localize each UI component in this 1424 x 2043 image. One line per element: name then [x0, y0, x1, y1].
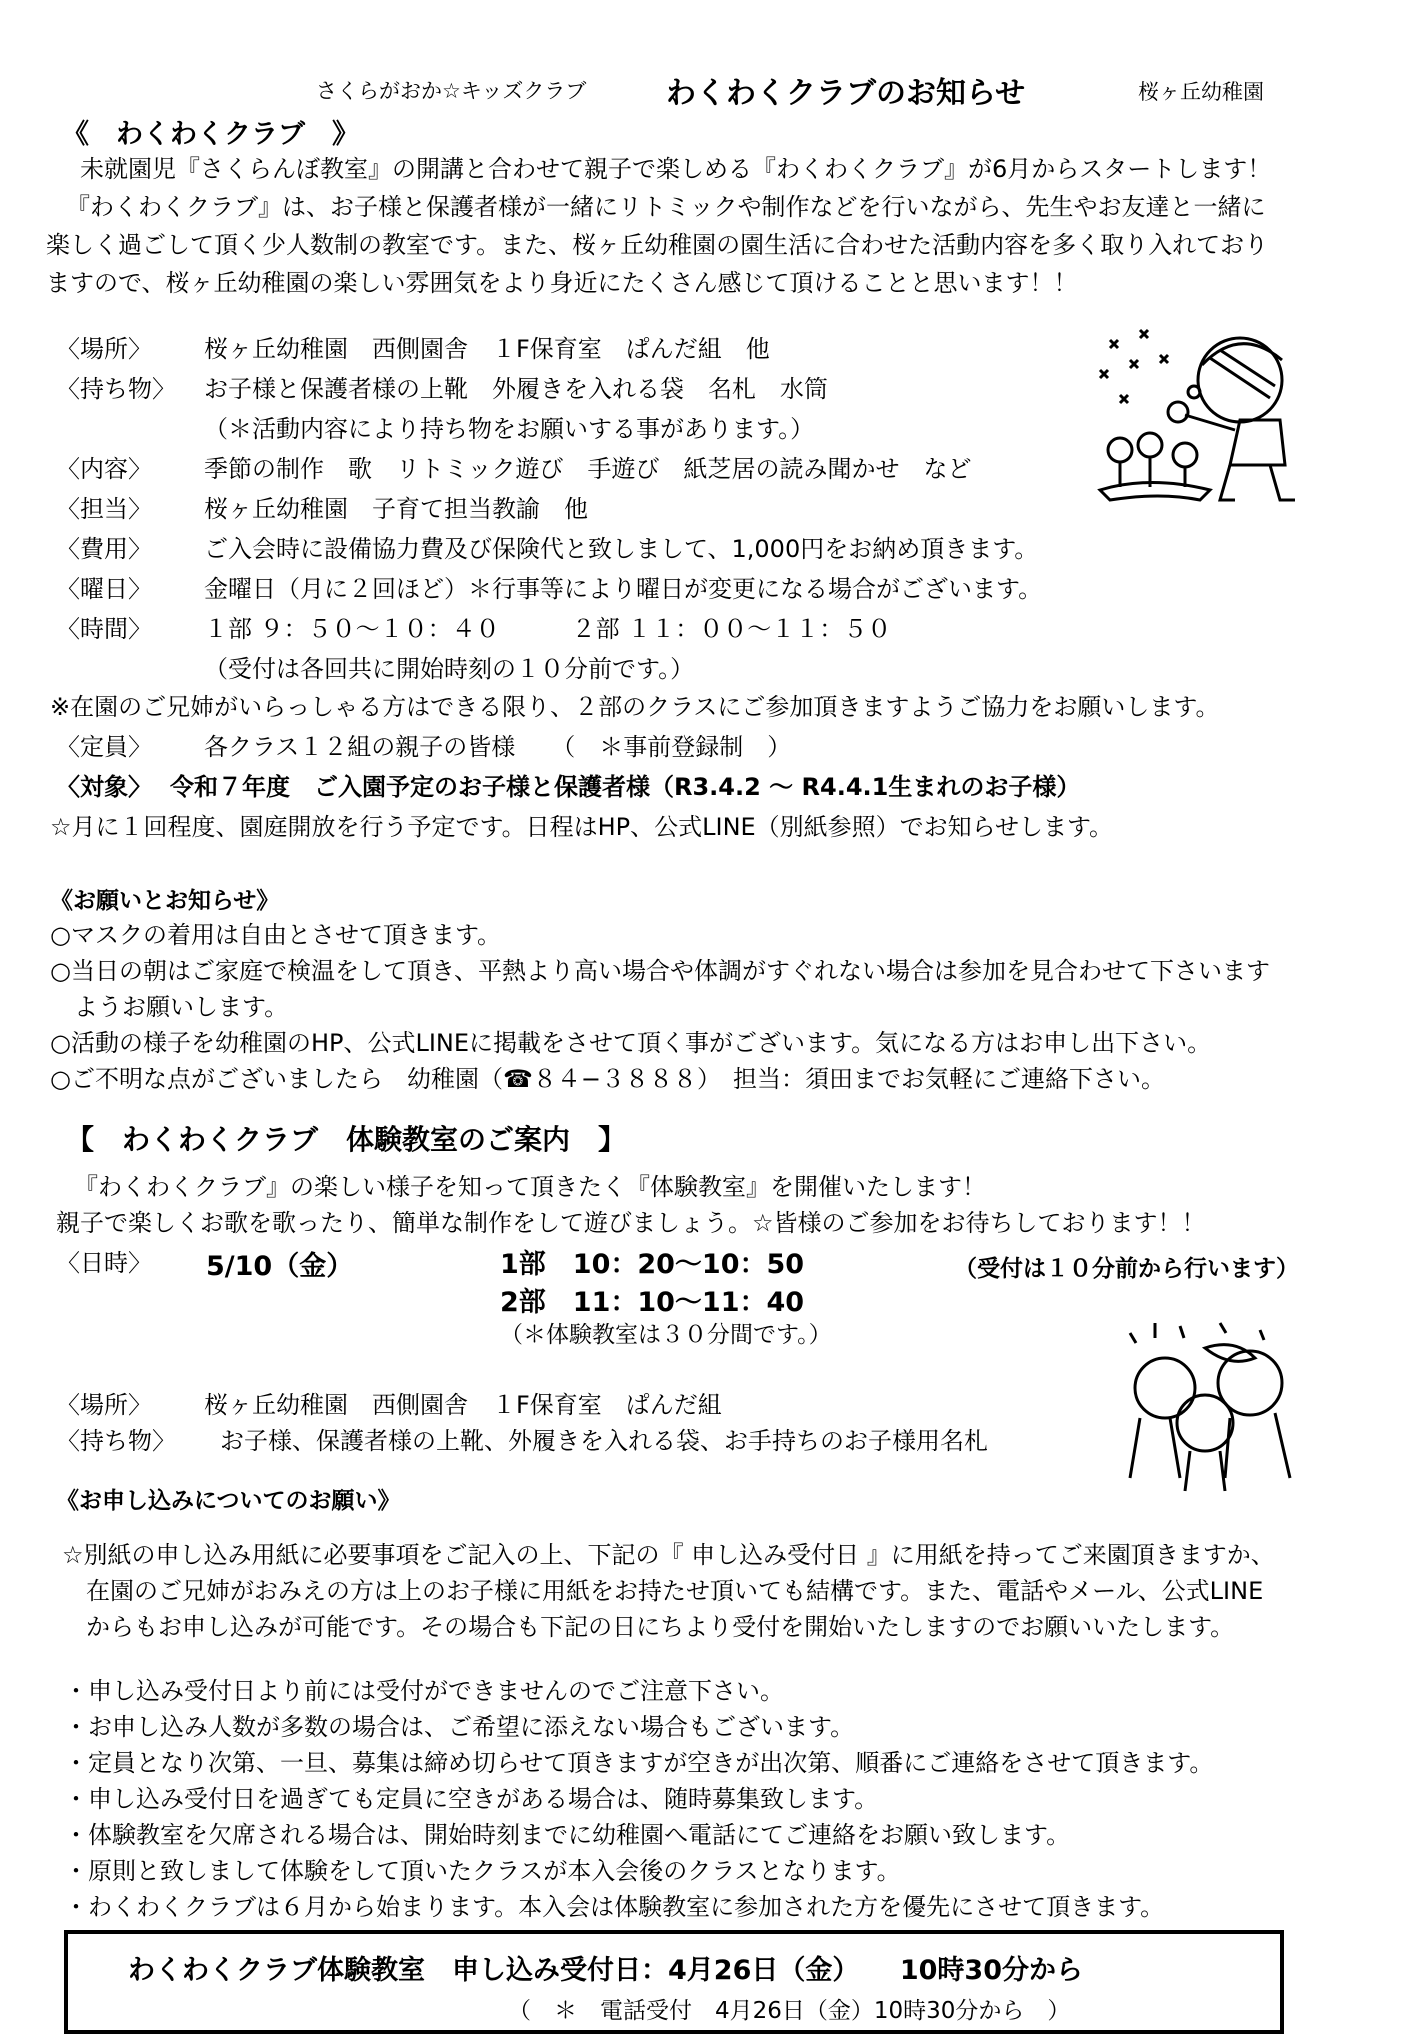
notice-item-1: ○マスクの着用は自由とさせて頂きます。	[50, 921, 502, 949]
notice-item-3: ○活動の様子を幼稚園のHP、公式LINEに掲載をさせて頂く事がございます。気になる方はお申し出下さい。	[50, 1029, 1212, 1057]
application-bullet-7: ・わくわくクラブは６月から始まります。本入会は体験教室に参加された方を優先にさせて頂きます。	[64, 1893, 1165, 1921]
hat-stripes	[1210, 350, 1275, 398]
club-name: さくらがおか☆キッズクラブ	[316, 79, 587, 103]
info-label-staff: 〈担当〉	[56, 495, 152, 523]
application-bullet-4: ・申し込み受付日を過ぎても定員に空きがある場合は、随時募集致します。	[64, 1785, 879, 1813]
application-bullet-3: ・定員となり次第、一旦、募集は締め切らせて頂きますが空きが出次第、順番にご連絡をさせて頂きます。	[64, 1749, 1214, 1777]
school-name: 桜ヶ丘幼稚園	[1138, 80, 1264, 104]
info-value-day: 金曜日（月に２回ほど）＊行事等により曜日が変更になる場合がございます。	[204, 575, 1043, 603]
info-value-capacity: 各クラス１２組の親子の皆様 （ ＊事前登録制 ）	[204, 733, 792, 761]
info-value-time-note: （受付は各回共に開始時刻の１０分前です。）	[204, 655, 695, 683]
trial-intro-1: 『わくわくクラブ』の楽しい様子を知って頂きたく『体験教室』を開催いたします！	[74, 1173, 986, 1201]
child-face-3	[1177, 1395, 1233, 1451]
child-blowing-dandelion-illustration	[1090, 320, 1350, 520]
notices-heading: 《お願いとお知らせ》	[50, 888, 280, 914]
info-value-place: 桜ヶ丘幼稚園 西側園舎 １F保育室 ぱんだ組 他	[204, 335, 770, 363]
intro-line-3: 楽しく過ごして頂く少人数制の教室です。また、桜ヶ丘幼稚園の園生活に合わせた活動内容を多く取り入れており	[46, 231, 1269, 259]
info-value-belongings-note: （＊活動内容により持ち物をお願いする事があります。）	[204, 415, 815, 443]
info-label-belongings: 〈持ち物〉	[56, 375, 176, 403]
footer-line-2: （ ＊ 電話受付 4月26日（金）10時30分から ）	[508, 1998, 1071, 2024]
section-heading-wakuwaku: 《 わくわくクラブ 》	[62, 119, 359, 150]
child-body	[1230, 420, 1285, 465]
footer-line-1: わくわくクラブ体験教室 申し込み受付日：4月26日（金） 10時30分から	[128, 1955, 1084, 1986]
application-bullet-2: ・お申し込み人数が多数の場合は、ご希望に添えない場合もございます。	[64, 1713, 855, 1741]
info-label-day: 〈曜日〉	[56, 575, 152, 603]
info-label-time: 〈時間〉	[56, 615, 152, 643]
child-legs	[1220, 465, 1295, 500]
application-paragraph-3: からもお申し込みが可能です。その場合も下記の日にちより受付を開始いたしますのでお願いいたします。	[86, 1613, 1235, 1641]
application-paragraph-2: 在園のご兄姉がおみえの方は上のお子様に用紙をお持たせ頂いても結構です。また、電話やメール、公式LINE	[86, 1577, 1264, 1605]
child-face-1	[1135, 1358, 1195, 1418]
sibling-note: ※在園のご兄姉がいらっしゃる方はできる限り、２部のクラスにご参加頂きますようご協力をお願いします。	[50, 693, 1220, 721]
application-heading: 《お申し込みについてのお願い》	[56, 1488, 401, 1514]
trial-date-label: 〈日時〉	[56, 1249, 152, 1277]
application-bullet-5: ・体験教室を欠席される場合は、開始時刻までに幼稚園へ電話にてご連絡をお願い致します。	[64, 1821, 1071, 1849]
garden-note: ☆月に１回程度、園庭開放を行う予定です。日程はHP、公式LINE（別紙参照）でお知らせします。	[50, 813, 1114, 841]
trial-items-value: お子様、保護者様の上靴、外履きを入れる袋、お手持ちのお子様用名札	[220, 1427, 988, 1455]
trial-duration-note: （＊体験教室は３０分間です。）	[500, 1322, 832, 1348]
info-value-target: 令和７年度 ご入園予定のお子様と保護者様（R3.4.2 〜 R4.4.1生まれのお子様）	[170, 773, 1081, 801]
application-bullet-1: ・申し込み受付日より前には受付ができませんのでご注意下さい。	[64, 1677, 784, 1705]
sparkle-icon	[1100, 330, 1168, 403]
trial-heading: 【 わくわくクラブ 体験教室のご案内 】	[66, 1123, 627, 1156]
footer-box	[64, 1930, 1284, 2034]
flowers-icon	[1100, 433, 1210, 500]
info-value-staff: 桜ヶ丘幼稚園 子育て担当教諭 他	[204, 495, 588, 523]
info-label-target: 〈対象〉	[56, 773, 152, 801]
trial-intro-2: 親子で楽しくお歌を歌ったり、簡単な制作をして遊びましょう。☆皆様のご参加をお待ちしております！！	[56, 1209, 1206, 1237]
dandelion-icon	[1168, 402, 1188, 422]
intro-line-2: 『わくわくクラブ』は、お子様と保護者様が一緒にリトミックや制作などを行いながら、先生やお友達と一緒に	[66, 193, 1266, 221]
info-label-place: 〈場所〉	[56, 335, 152, 363]
music-note-icon	[1130, 1323, 1264, 1343]
page-title: わくわくクラブのお知らせ	[666, 76, 1026, 111]
info-value-belongings: お子様と保護者様の上靴 外履きを入れる袋 名札 水筒	[204, 375, 828, 403]
application-bullet-6: ・原則と致しまして体験をして頂いたクラスが本入会後のクラスとなります。	[64, 1857, 901, 1885]
trial-session-1: 1部 10：20〜10：50	[500, 1249, 805, 1280]
notice-item-2: ○当日の朝はご家庭で検温をして頂き、平熱より高い場合や体調がすぐれない場合は参加を見合わせて下さいます	[50, 957, 1270, 985]
info-value-time: １部 ９：５０〜１０：４０ ２部 １１：００〜１１：５０	[204, 615, 892, 643]
trial-reception-note: （受付は１０分前から行います）	[954, 1256, 1299, 1282]
trial-items-label: 〈持ち物〉	[56, 1427, 176, 1455]
child-arm	[1185, 415, 1235, 430]
trial-place-label: 〈場所〉	[56, 1391, 152, 1419]
application-paragraph-1: ☆別紙の申し込み用紙に必要事項をご記入の上、下記の『 申し込み受付日 』に用紙を持ってご来園頂きますか、	[62, 1541, 1275, 1569]
intro-line-4: ますので、桜ヶ丘幼稚園の楽しい雰囲気をより身近にたくさん感じて頂けることと思います！！	[46, 269, 1078, 297]
trial-date-value: 5/10（金）	[206, 1251, 354, 1282]
info-label-content: 〈内容〉	[56, 455, 152, 483]
intro-line-1: 未就園児『さくらんぼ教室』の開講と合わせて親子で楽しめる『わくわくクラブ』が6月からスタートします！	[80, 155, 1272, 183]
info-value-fee: ご入会時に設備協力費及び保険代と致しまして、1,000円をお納め頂きます。	[204, 535, 1039, 563]
info-label-fee: 〈費用〉	[56, 535, 152, 563]
info-label-capacity: 〈定員〉	[56, 733, 152, 761]
info-value-content: 季節の制作 歌 リトミック遊び 手遊び 紙芝居の読み聞かせ など	[204, 455, 972, 483]
notice-item-2-cont: ようお願いします。	[50, 993, 289, 1021]
children-group-illustration	[1110, 1318, 1310, 1498]
trial-place-value: 桜ヶ丘幼稚園 西側園舎 １F保育室 ぱんだ組	[204, 1391, 722, 1419]
trial-session-2: 2部 11：10〜11：40	[500, 1287, 805, 1318]
notice-item-4: ○ご不明な点がございましたら 幼稚園（☎８４−３８８８） 担当：須田までお気軽にご連絡下さい。	[50, 1065, 1165, 1093]
